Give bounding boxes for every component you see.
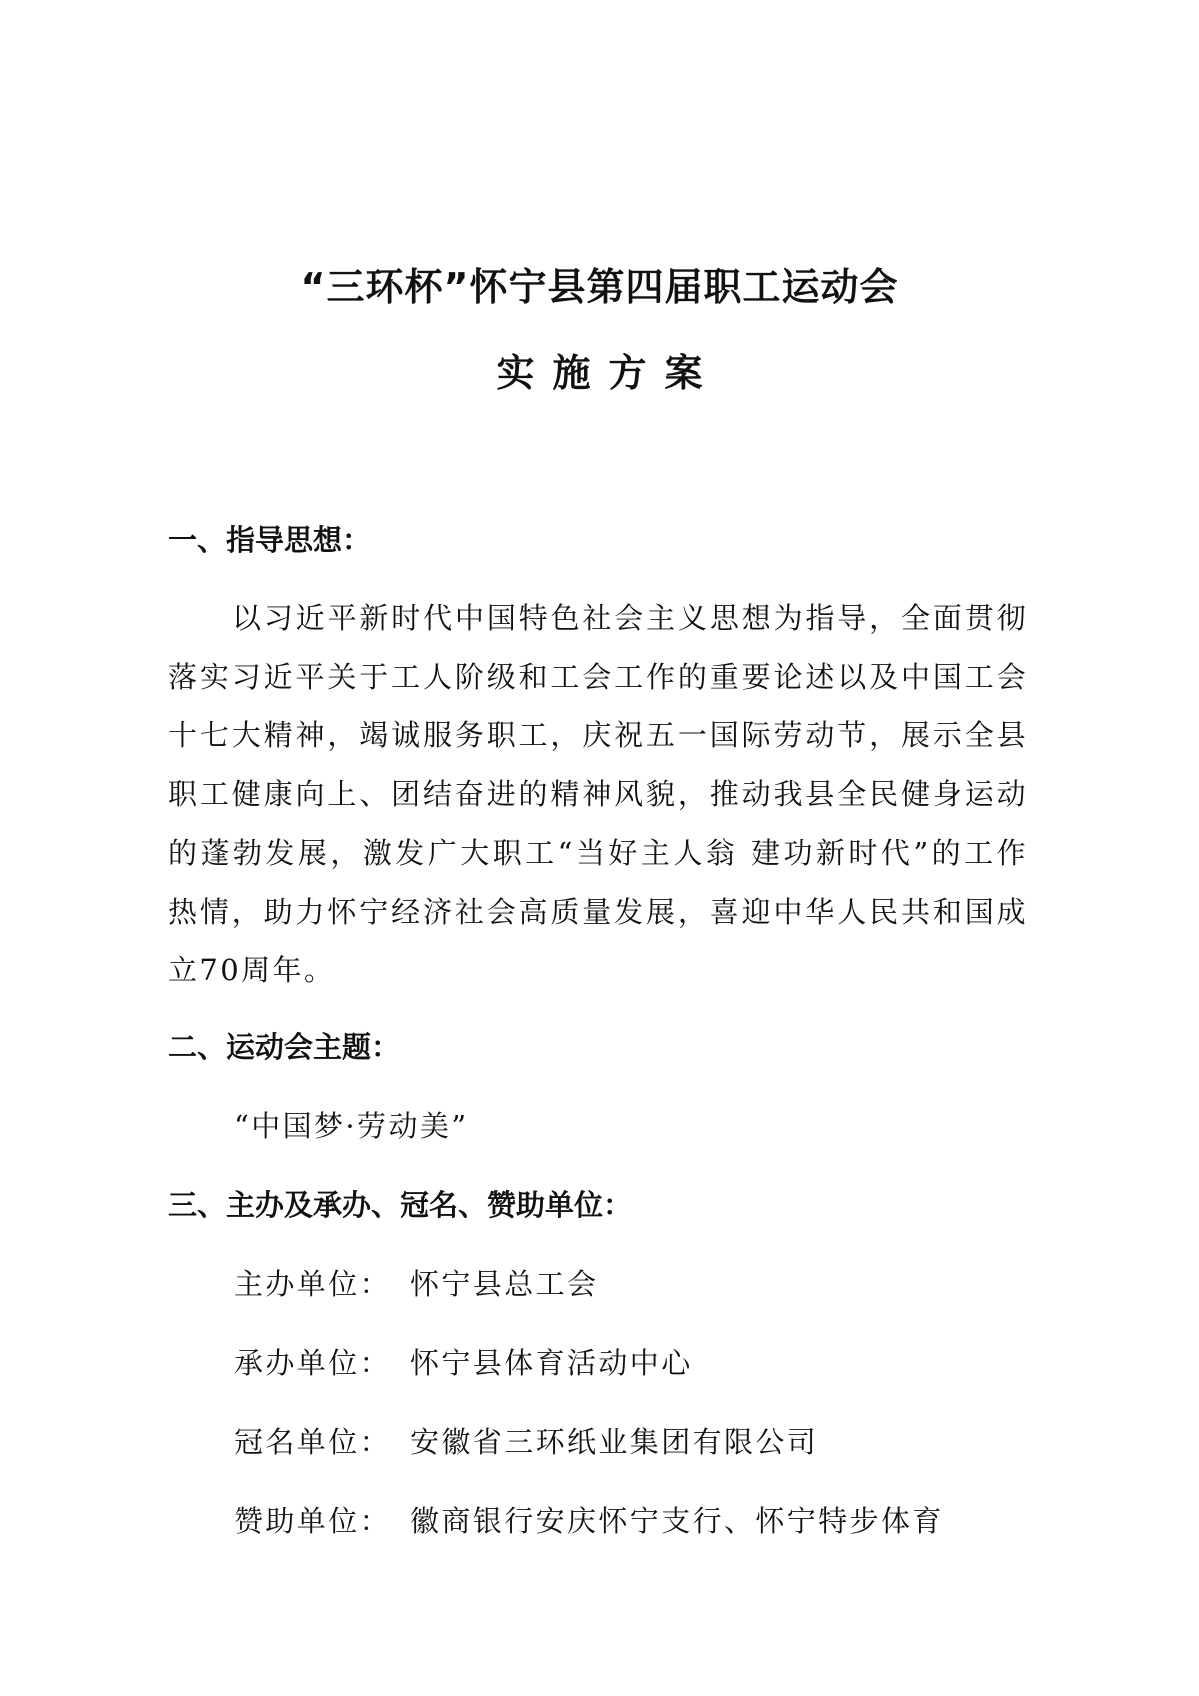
organizer-row-host	[234, 1264, 598, 1304]
section-heading-organizers: 三、主办及承办、冠名、赞助单位：	[168, 1188, 633, 1222]
organizer-row-undertaker	[234, 1343, 693, 1383]
organizer-value: 怀宁县体育活动中心	[410, 1346, 693, 1380]
section-heading-guiding-thought: 一、指导思想：	[168, 523, 372, 557]
theme-text: “中国梦·劳动美”	[234, 1109, 469, 1143]
organizer-row-title-sponsor	[234, 1422, 818, 1462]
organizer-label: 冠名单位：	[234, 1425, 392, 1459]
guiding-thought-paragraph: 以习近平新时代中国特色社会主义思想为指导，全面贯彻落实习近平关于工人阶级和工会工作的重要论述以及中国工会十七大精神，竭诚服务职工，庆祝五一国际劳动节，展示全县职工健康向上、团结奋进的精神风貌，推动我县全民健身运动的蓬勃发展，激发广大职工“当好主人翁 建功新时代”的工作热情，助力怀宁经济社会高质量发展，喜迎中华人民共和国成立70周年。	[168, 601, 1028, 988]
section-heading-theme: 二、运动会主题：	[168, 1030, 401, 1064]
organizer-label: 承办单位：	[234, 1346, 392, 1380]
document-subtitle: 实施方案	[496, 351, 721, 395]
organizer-value: 徽商银行安庆怀宁支行、怀宁特步体育	[410, 1504, 944, 1538]
organizer-label: 主办单位：	[234, 1267, 392, 1301]
organizer-row-sponsor	[234, 1501, 944, 1541]
organizer-label: 赞助单位：	[234, 1504, 392, 1538]
document-title: “三环杯”怀宁县第四届职工运动会	[300, 265, 899, 309]
organizer-value: 怀宁县总工会	[410, 1267, 599, 1301]
organizer-value: 安徽省三环纸业集团有限公司	[410, 1425, 819, 1459]
